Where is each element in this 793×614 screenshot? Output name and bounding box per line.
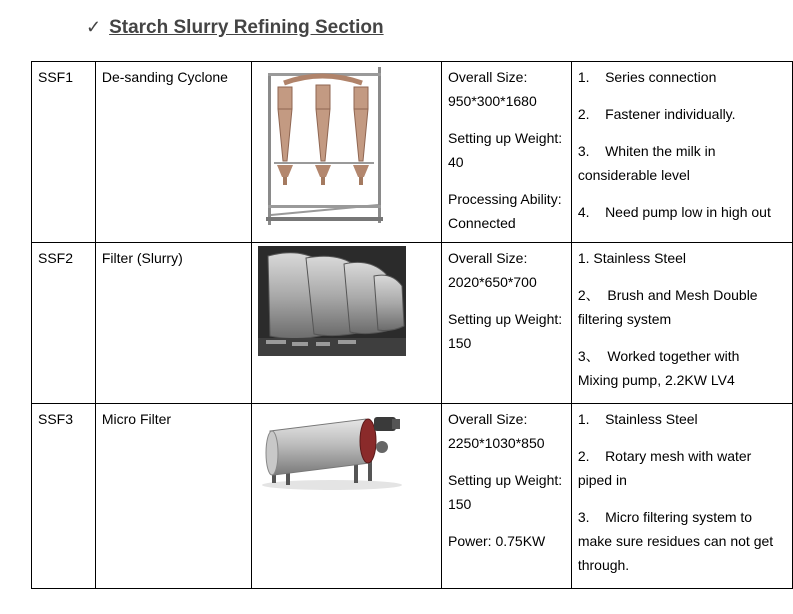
feature-text: 3. Micro filtering system to	[577, 509, 753, 525]
spec-value: 950*300*1680	[447, 93, 537, 109]
spec-value: 150	[447, 335, 472, 351]
table-row	[32, 404, 793, 589]
feature-text: 3. Whiten the milk in	[577, 143, 716, 159]
item-code: SSF3	[32, 404, 96, 589]
item-name: Filter (Slurry)	[95, 243, 251, 404]
feature-text: filtering system	[577, 311, 672, 327]
item-code: SSF2	[32, 243, 96, 404]
spec-label: Setting up Weight:	[447, 472, 563, 488]
equipment-table	[31, 61, 793, 589]
feature-text: 1. Stainless Steel	[577, 250, 686, 266]
feature-text: piped in	[577, 472, 627, 488]
filter-image	[258, 246, 406, 356]
spec-value: 150	[447, 496, 472, 512]
spec-value: 2250*1030*850	[447, 435, 545, 451]
spec-label: Processing Ability:	[447, 191, 562, 207]
micro-filter-image	[258, 407, 406, 491]
item-name: Micro Filter	[95, 404, 251, 589]
section-title: Starch Slurry Refining Section	[109, 17, 384, 38]
feature-text: 3、 Worked together with	[577, 348, 740, 364]
spec-value: 2020*650*700	[447, 274, 537, 290]
cyclone-image	[262, 65, 386, 227]
feature-text: 2. Fastener individually.	[577, 106, 736, 122]
checkmark-icon: ✓	[86, 17, 102, 37]
spec-label: Setting up Weight:	[447, 311, 563, 327]
spec-value: Connected	[447, 215, 516, 231]
feature-text: Mixing pump, 2.2KW LV4	[577, 372, 735, 388]
spec-label: Overall Size:	[447, 250, 528, 266]
feature-text: 4. Need pump low in high out	[577, 204, 771, 220]
spec-value: 40	[447, 154, 464, 170]
feature-text: 2、 Brush and Mesh Double	[577, 287, 758, 303]
feature-text: 2. Rotary mesh with water	[577, 448, 752, 464]
feature-text: considerable level	[577, 167, 690, 183]
item-name: De-sanding Cyclone	[95, 62, 251, 243]
feature-text: 1. Stainless Steel	[577, 411, 698, 427]
section-heading	[86, 17, 384, 39]
table-row	[32, 243, 793, 404]
spec-label: Setting up Weight:	[447, 130, 563, 146]
table-row	[32, 62, 793, 243]
feature-text: make sure residues can not get	[577, 533, 774, 549]
spec-label: Overall Size:	[447, 411, 528, 427]
feature-text: through.	[577, 557, 630, 573]
feature-text: 1. Series connection	[577, 69, 717, 85]
item-code: SSF1	[32, 62, 96, 243]
spec-label: Power: 0.75KW	[447, 533, 546, 549]
spec-label: Overall Size:	[447, 69, 528, 85]
